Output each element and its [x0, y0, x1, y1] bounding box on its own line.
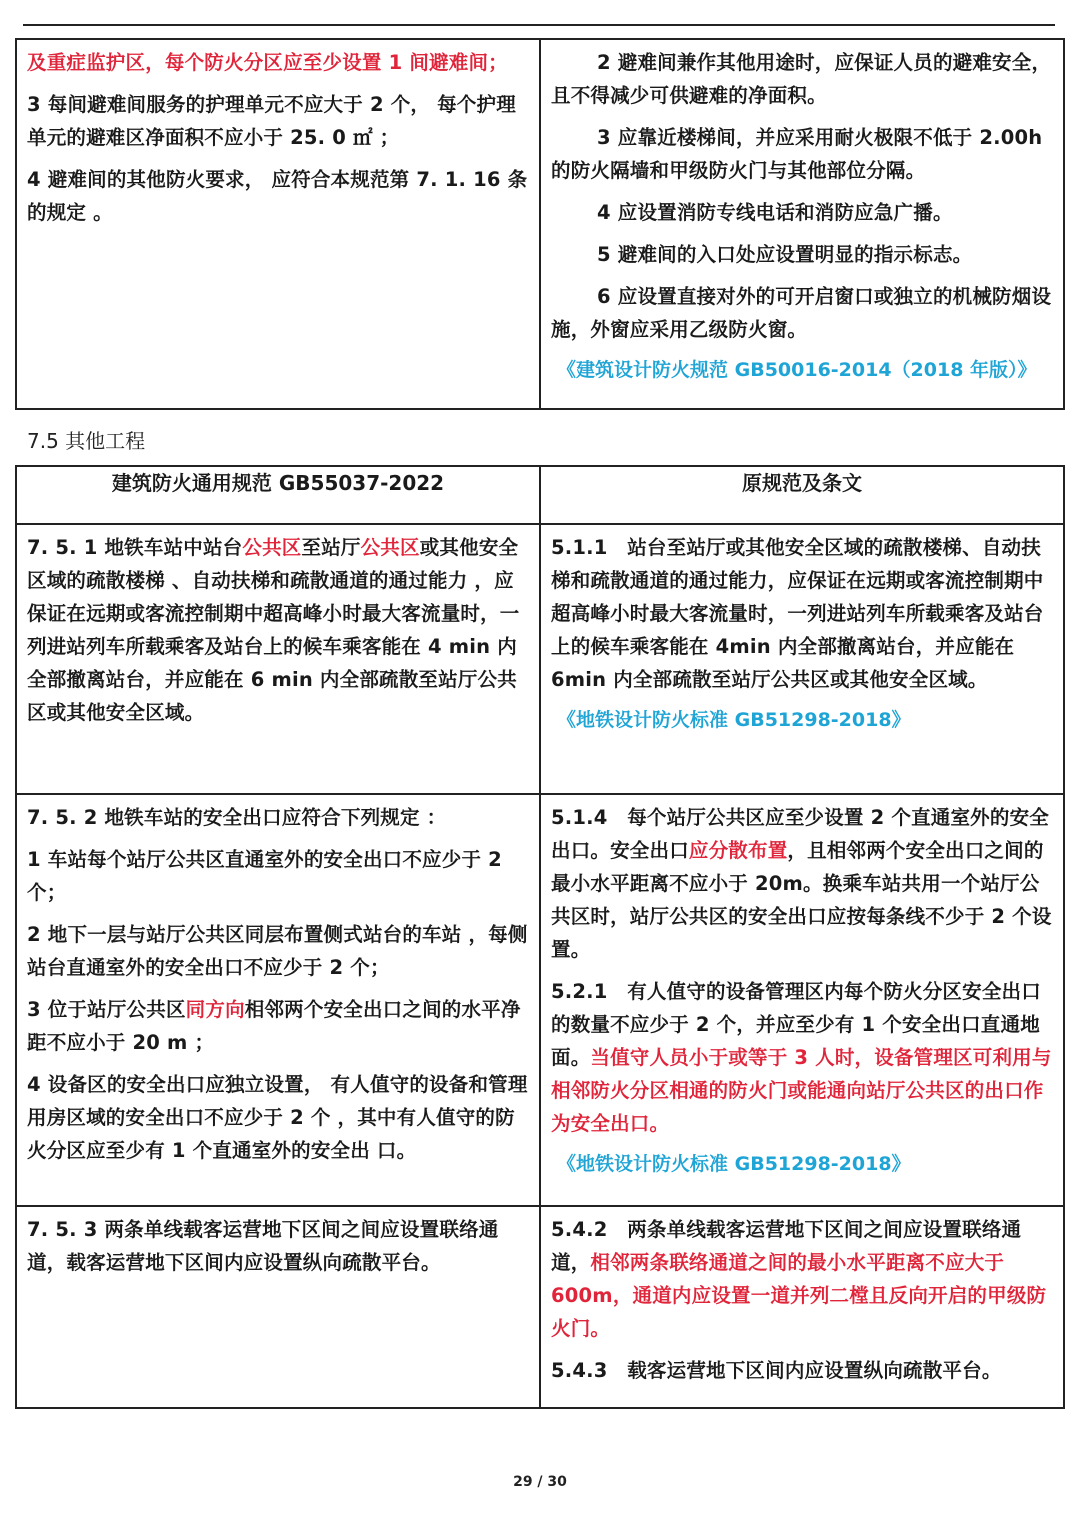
clause-text	[551, 1213, 1053, 1345]
text-run: 5.4.2 两条单线载客运营地下区间之间应设置联络通道，	[551, 1218, 1022, 1274]
old-code-cell	[540, 794, 1064, 1206]
highlight-run: 同方向	[185, 998, 245, 1021]
clause-text: 5.1.1 站台至站厅或其他安全区域的疏散楼梯、自动扶梯和疏散通道的通过能力，应保证在远期或客流控制期中超高峰小时最大客流量时，一列进站列车所载乘客及站台上的候车乘客能在 4min 内全部撤离站台，并应能在 6min 内全部疏散至站厅公共区或其他安全区域。	[551, 536, 1044, 691]
clause-text: 6 应设置直接对外的可开启窗口或独立的机械防烟设施，外窗应采用乙级防火窗。	[551, 285, 1052, 341]
highlight-run: 相邻两条联络通道之间的最小水平距离不应大于 600m，通道内应设置一道并列二樘且反向开启的甲级防火门。	[551, 1251, 1047, 1340]
table-row	[16, 39, 1064, 409]
continued-comparison-table	[15, 38, 1065, 410]
clause-text: 及重症监护区，每个防火分区应至少设置 1 间避难间；	[27, 51, 508, 74]
new-code-cell	[16, 39, 540, 409]
source-citation: 《建筑设计防火规范 GB50016-2014（2018 年版）》	[557, 359, 1037, 381]
old-code-cell	[540, 39, 1064, 409]
text-run: 3 位于站厅公共区	[27, 998, 186, 1021]
source-citation: 《地铁设计防火标准 GB51298-2018》	[557, 709, 911, 731]
old-code-cell	[540, 524, 1064, 794]
table-row	[16, 794, 1064, 1206]
text-run: 5.1.4 每个站厅公共区应至少设置 2 个直通室外的安全出口。安全出口	[551, 806, 1049, 862]
clause-text: 2 避难间兼作其他用途时，应保证人员的避难安全，且不得减少可供避难的净面积。	[551, 51, 1052, 107]
old-code-cell	[540, 1206, 1064, 1408]
clause-text: 3 应靠近楼梯间，并应采用耐火极限不低于 2.00h 的防火隔墙和甲级防火门与其他部位分隔。	[551, 126, 1043, 182]
clause-text: 4 避难间的其他防火要求， 应符合本规范第 7. 1. 16 条的规定 。	[27, 168, 528, 224]
text-run: 5.2.1 有人值守的设备管理区内每个防火分区安全出口的数量不应少于 2 个，并应至少有 1 个安全出口直通地面。	[551, 980, 1041, 1069]
clause-text: 3 每间避难间服务的护理单元不应大于 2 个， 每个护理单元的避难区净面积不应小于 25. 0 ㎡ ；	[27, 93, 516, 149]
clause-text	[27, 993, 529, 1059]
clause-text: 4 应设置消防专线电话和消防应急广播。	[597, 201, 953, 224]
text-run: 或其他安全区域的疏散楼梯 、自动扶梯和疏散通道的通过能力 ，应保证在远期或客流控制期中超高峰小时最大客流量时，一列进站列车所载乘客及站台上的候车乘客能在 4 min 内全部撤离站台，并应能在 6 min 内全部疏散至站厅公共区或其他安全区域。	[27, 536, 520, 724]
text-run: 相邻两个安全出口之间的水平净距不应小于 20 m ；	[27, 998, 521, 1054]
highlight-run: 当值守人员小于或等于 3 人时，设备管理区可利用与相邻防火分区相通的防火门或能通向站厅公共区的出口作为安全出口。	[551, 1046, 1052, 1135]
source-citation: 《地铁设计防火标准 GB51298-2018》	[557, 1153, 911, 1175]
clause-text: 4 设备区的安全出口应独立设置， 有人值守的设备和管理用房区域的安全出口不应少于 2 个 ，其中有人值守的防火分区应至少有 1 个直通室外的安全出 口。	[27, 1073, 528, 1162]
column-header-label: 原规范及条文	[742, 471, 862, 495]
new-code-cell	[16, 524, 540, 794]
clause-text: 7. 5. 3 两条单线载客运营地下区间之间应设置联络通道，载客运营地下区间内应设置纵向疏散平台。	[27, 1218, 499, 1274]
highlight-run: 公共区	[242, 536, 302, 559]
table-row	[16, 1206, 1064, 1408]
highlight-run: 应分散布置	[688, 839, 788, 862]
clause-text	[551, 801, 1053, 966]
table-header-row	[16, 466, 1064, 524]
section-title: 7.5 其他工程	[27, 429, 146, 453]
clause-text: 5 避难间的入口处应设置明显的指示标志。	[597, 243, 973, 266]
comparison-table	[15, 465, 1065, 1409]
text-run: 7. 5. 1 地铁车站中站台	[27, 536, 243, 559]
clause-text: 1 车站每个站厅公共区直通室外的安全出口不应少于 2 个；	[27, 848, 502, 904]
column-header-label: 建筑防火通用规范 GB55037-2022	[111, 471, 445, 495]
column-header	[540, 466, 1064, 524]
clause-text	[27, 531, 529, 729]
clause-text: 7. 5. 2 地铁车站的安全出口应符合下列规定 ：	[27, 806, 447, 829]
table-row	[16, 524, 1064, 794]
text-run: ，且相邻两个安全出口之间的最小水平距离不应小于 20m。换乘车站共用一个站厅公共区时，站厅公共区的安全出口应按每条线不少于 2 个设置。	[551, 839, 1052, 961]
highlight-run: 公共区	[360, 536, 420, 559]
clause-text: 2 地下一层与站厅公共区同层布置侧式站台的车站 ，每侧站台直通室外的安全出口不应少于 2 个；	[27, 923, 528, 979]
text-run: 至站厅	[301, 536, 361, 559]
page-number: 29 / 30	[513, 1474, 567, 1490]
clause-text	[551, 975, 1053, 1140]
header-rule	[23, 24, 1055, 26]
new-code-cell	[16, 1206, 540, 1408]
new-code-cell	[16, 794, 540, 1206]
clause-text: 5.4.3 载客运营地下区间内应设置纵向疏散平台。	[551, 1359, 1002, 1382]
column-header	[16, 466, 540, 524]
